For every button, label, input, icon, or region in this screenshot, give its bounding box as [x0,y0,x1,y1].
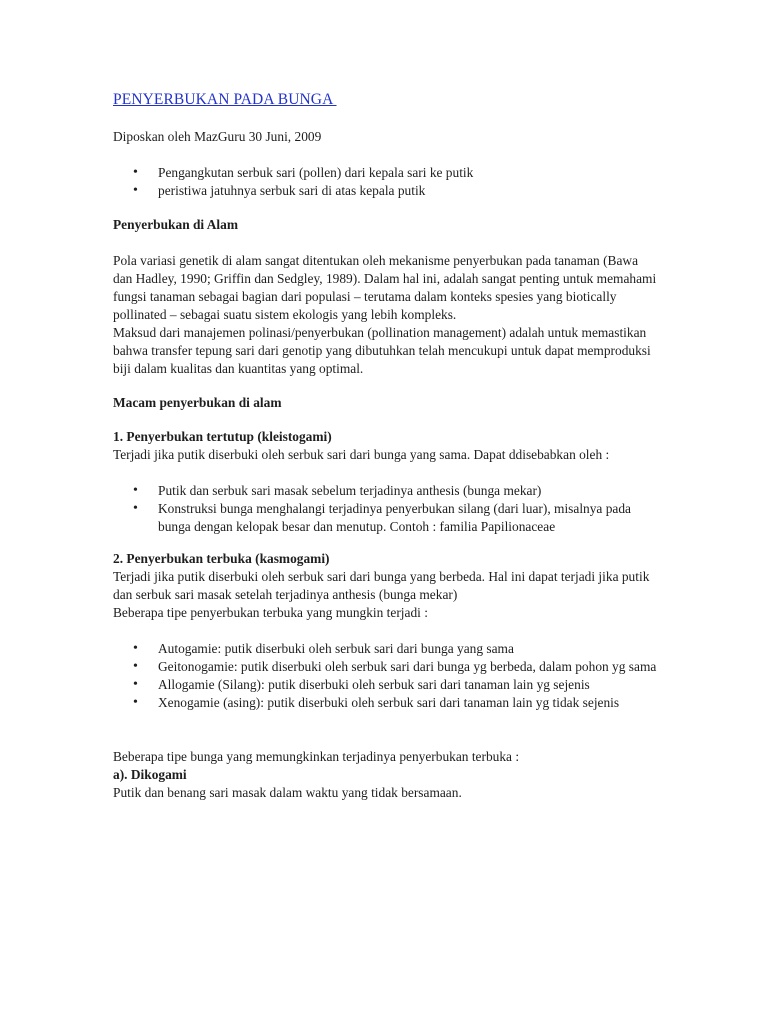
paragraph-terbuka-2: Beberapa tipe penyerbukan terbuka yang mungkin terjadi : [113,605,428,620]
section-heading-macam: Macam penyerbukan di alam [113,395,282,410]
list-item: • Xenogamie (asing): putik diserbuki oleh serbuk sari dari tanaman lain yg tidak sejenis [113,694,658,712]
subheading-dikogami: a). Dikogami [113,767,187,782]
list-item: • Konstruksi bunga menghalangi terjadinya penyerbukan silang (dari luar), misalnya pada bunga dengan kelopak besar dan menutup. Contoh : familia Papilionaceae [113,500,658,536]
paragraph-alam-1: Pola variasi genetik di alam sangat ditentukan oleh mekanisme penyerbukan pada tanaman (Bawa dan Hadley, 1990; Griffin dan Sedgley, 1989). Dalam hal ini, adalah sangat penting untuk memahami fungsi tanaman sebagai bagian dari populasi – terutama dalam konteks spesies yang biotically pollinated – sebagai suatu sistem ekologis yang lebih kompleks. [113,253,657,322]
section-heading-alam: Penyerbukan di Alam [113,217,239,232]
paragraph-tertutup: Terjadi jika putik diserbuki oleh serbuk sari dari bunga yang sama. Dapat ddisebabkan oleh : [113,447,610,462]
list-item: • Pengangkutan serbuk sari (pollen) dari kepala sari ke putik [113,164,658,182]
post-meta: Diposkan oleh MazGuru 30 Juni, 2009 [113,129,322,144]
list-item: • Autogamie: putik diserbuki oleh serbuk sari dari bunga yang sama [113,640,658,658]
subheading-tertutup: 1. Penyerbukan tertutup (kleistogami) [113,429,332,444]
intro-bullet-list [113,164,658,200]
terbuka-bullet-list [113,640,658,712]
paragraph-dikogami: Putik dan benang sari masak dalam waktu yang tidak bersamaan. [113,785,462,800]
paragraph-tipe-bunga: Beberapa tipe bunga yang memungkinkan terjadinya penyerbukan terbuka : [113,749,520,764]
list-item: • Geitonogamie: putik diserbuki oleh serbuk sari dari bunga yg berbeda, dalam pohon yg sama [113,658,658,676]
paragraph-terbuka-1: Terjadi jika putik diserbuki oleh serbuk sari dari bunga yang berbeda. Hal ini dapat terjadi jika putik dan serbuk sari masak setelah terjadinya anthesis (bunga mekar) [113,569,650,602]
page-title-link[interactable]: PENYERBUKAN PADA BUNGA [113,91,337,108]
paragraph-alam-2: Maksud dari manajemen polinasi/penyerbukan (pollination management) adalah untuk memastikan bahwa transfer tepung sari dari genotip yang dibutuhkan telah mencukupi untuk dapat memproduksi biji dalam kualitas dan kuantitas yang optimal. [113,325,651,376]
list-item: • Putik dan serbuk sari masak sebelum terjadinya anthesis (bunga mekar) [113,482,658,500]
tertutup-bullet-list [113,482,658,536]
document-page [113,90,658,802]
list-item: • peristiwa jatuhnya serbuk sari di atas kepala putik [113,182,658,200]
list-item: • Allogamie (Silang): putik diserbuki oleh serbuk sari dari tanaman lain yg sejenis [113,676,658,694]
subheading-terbuka: 2. Penyerbukan terbuka (kasmogami) [113,551,330,566]
